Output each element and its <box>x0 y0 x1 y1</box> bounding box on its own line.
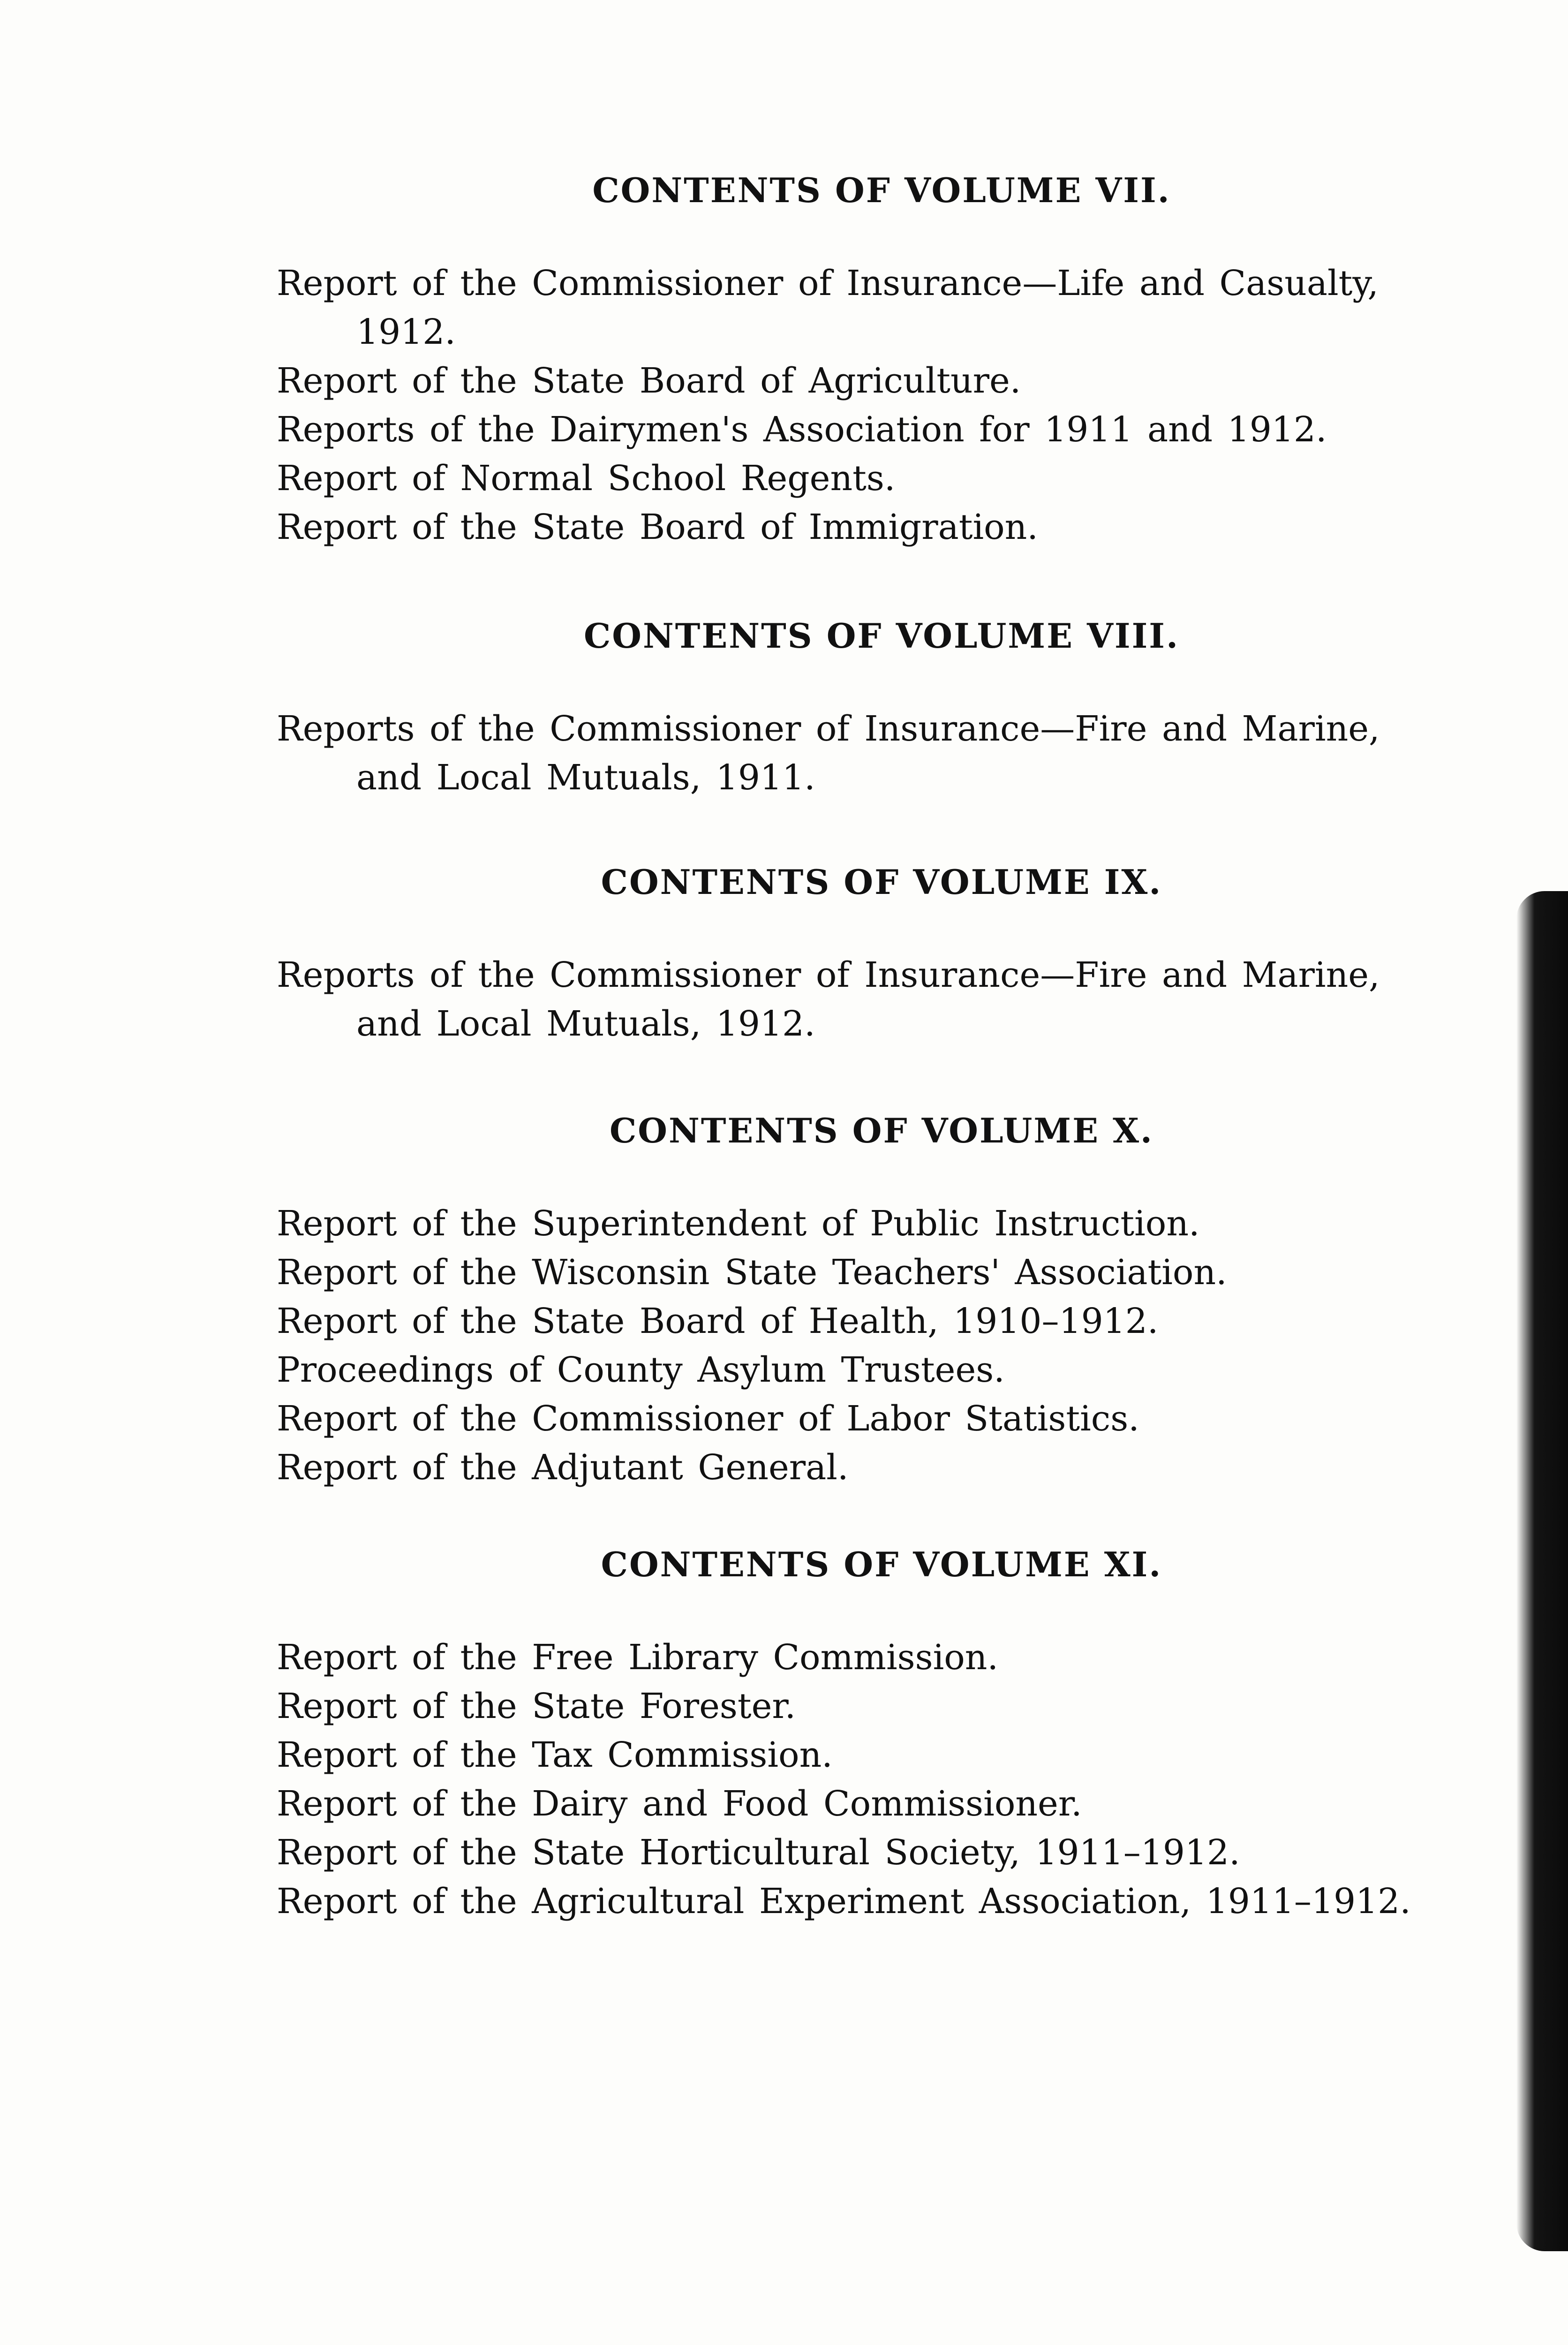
contents-list <box>277 1199 1458 1492</box>
contents-entry: Report of the Free Library Commission. <box>277 1637 998 1678</box>
volume-vii-section <box>277 170 1458 552</box>
volume-x-section <box>277 1111 1458 1492</box>
volume-ix-section <box>277 862 1458 1048</box>
contents-entry: Report of the Commissioner of Insurance—Life and Casualty, 1912. <box>277 263 1379 352</box>
contents-list <box>277 704 1458 802</box>
contents-entry: Report of the State Board of Immigration. <box>277 507 1038 547</box>
volume-viii-section <box>277 616 1458 802</box>
contents-list <box>277 259 1458 552</box>
scan-edge-shadow <box>1516 891 1568 2251</box>
contents-list <box>277 951 1458 1048</box>
contents-entry: Report of the Commissioner of Labor Statistics. <box>277 1399 1139 1439</box>
section-heading: CONTENTS OF VOLUME VII. <box>592 170 1171 210</box>
contents-entry: Reports of the Commissioner of Insurance—Fire and Marine, and Local Mutuals, 1912. <box>277 955 1380 1044</box>
volume-xi-section <box>277 1544 1458 1926</box>
contents-entry: Report of the Wisconsin State Teachers' Association. <box>277 1252 1227 1293</box>
contents-entry: Report of the Dairy and Food Commissioner. <box>277 1784 1082 1824</box>
section-heading: CONTENTS OF VOLUME XI. <box>601 1544 1162 1584</box>
contents-entry: Report of the State Forester. <box>277 1686 796 1726</box>
contents-entry: Reports of the Dairymen's Association for 1911 and 1912. <box>277 409 1327 450</box>
contents-entry: Report of the Agricultural Experiment Association, 1911–1912. <box>277 1881 1411 1921</box>
section-heading: CONTENTS OF VOLUME X. <box>609 1111 1153 1150</box>
section-heading: CONTENTS OF VOLUME VIII. <box>583 616 1180 656</box>
contents-entry: Proceedings of County Asylum Trustees. <box>277 1350 1005 1390</box>
contents-entry: Report of the State Board of Health, 1910–1912. <box>277 1301 1159 1341</box>
contents-entry: Report of the State Board of Agriculture. <box>277 361 1021 401</box>
contents-list <box>277 1633 1458 1926</box>
contents-entry: Report of the Tax Commission. <box>277 1735 833 1775</box>
contents-entry: Report of the Superintendent of Public Instruction. <box>277 1203 1200 1244</box>
contents-entry: Report of the State Horticultural Society, 1911–1912. <box>277 1832 1240 1873</box>
contents-entry: Reports of the Commissioner of Insurance—Fire and Marine, and Local Mutuals, 1911. <box>277 709 1380 798</box>
section-heading: CONTENTS OF VOLUME IX. <box>601 862 1162 902</box>
contents-entry: Report of Normal School Regents. <box>277 458 896 499</box>
contents-entry: Report of the Adjutant General. <box>277 1447 849 1488</box>
